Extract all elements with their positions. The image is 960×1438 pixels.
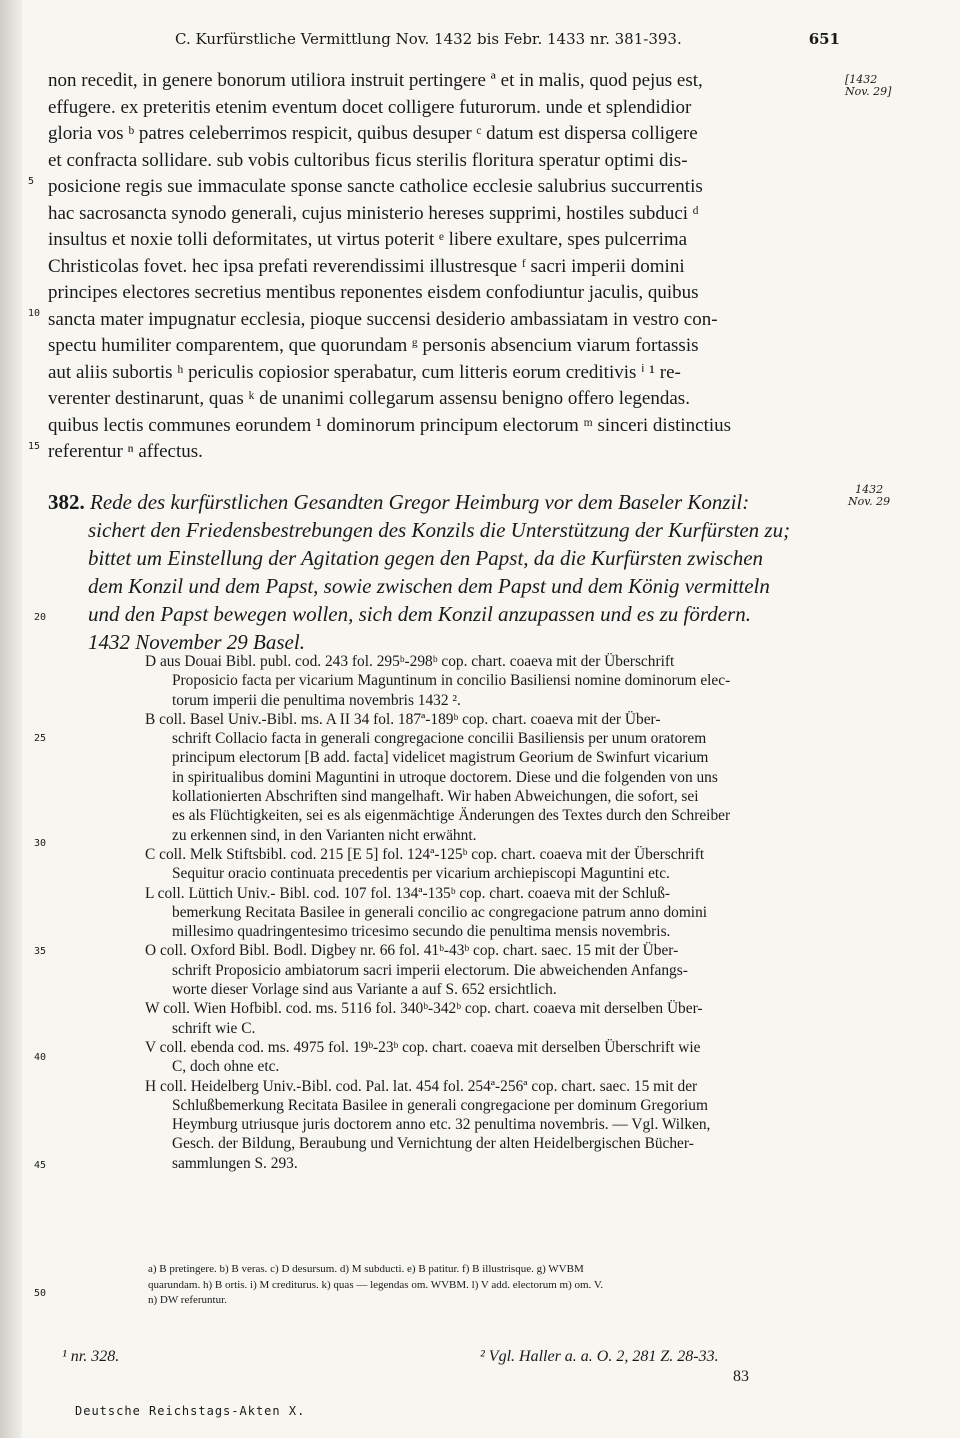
text-line: aut aliis subortis ʰ periculis copiosior sperabatur, cum litteris eorum creditivis ⁱ ¹ re- bbox=[48, 361, 681, 383]
source-line: principum electorum [B add. facta] videlicet magistrum Georium de Swinfurt vicarium bbox=[172, 749, 709, 767]
line-number: 30 bbox=[34, 838, 47, 849]
signature-number: 83 bbox=[733, 1368, 749, 1385]
text-line: sancta mater impugnatur ecclesia, pioque succensi desiderio ambassiatam in vestro con- bbox=[48, 308, 718, 330]
source-line: kollationierten Abschriften sind mangelhaft. Wir haben Abweichungen, die sofort, sei bbox=[172, 788, 699, 806]
source-line: C coll. Melk Stiftsbibl. cod. 215 [E 5] fol. 124ª-125ᵇ cop. chart. coaeva mit der Überschrift bbox=[145, 845, 705, 863]
source-line: Sequitur oracio continuata precedentis per vicarium archiepiscopi Maguntini etc. bbox=[172, 865, 670, 883]
line-number: 20 bbox=[34, 612, 47, 623]
line-number: 25 bbox=[34, 733, 47, 744]
section-number: 382. bbox=[48, 490, 85, 514]
line-number: 35 bbox=[34, 946, 47, 957]
source-line: D aus Douai Bibl. publ. cod. 243 fol. 295ᵇ-298ᵇ cop. chart. coaeva mit der Überschrift bbox=[145, 653, 675, 670]
source-line: Proposicio facta per vicarium Maguntinum in concilio Basiliensi nomine dominorum elec- bbox=[172, 672, 731, 690]
line-number: 10 bbox=[28, 308, 41, 319]
source-line: schrift wie C. bbox=[172, 1019, 256, 1037]
source-line: Gesch. der Bildung, Beraubung und Vernichtung der alten Heidelbergischen Bücher- bbox=[172, 1135, 694, 1153]
line-number: 45 bbox=[34, 1160, 47, 1171]
margin-note-line: 1432 bbox=[855, 483, 884, 496]
source-line: sammlungen S. 293. bbox=[172, 1154, 298, 1172]
variant-notes bbox=[148, 1262, 848, 1309]
text-line: hac sacrosancta synodo generali, cujus ministerio hereses supprimi, hostiles subduci ᵈ bbox=[48, 202, 699, 224]
source-line: O coll. Oxford Bibl. Bodl. Digbey nr. 66 fol. 41ᵇ-43ᵇ cop. chart. saec. 15 mit der Über- bbox=[145, 942, 679, 960]
text-line: effugere. ex preteritis etenim eventum docet colligere futurorum. unde et splendidior bbox=[48, 96, 692, 118]
text-line: spectu humiliter comparentem, que quorundam ᵍ personis absencium viarum fortassis bbox=[48, 335, 699, 356]
note-line: quarundam. h) B ortis. i) M crediturus. k) quas — legendas om. WVBM. l) V add. electorum m) om. V. bbox=[148, 1278, 604, 1291]
footnote-2: ² Vgl. Haller a. a. O. 2, 281 Z. 28-33. bbox=[480, 1348, 719, 1365]
header-title: C. Kurfürstliche Vermittlung Nov. 1432 bis Febr. 1433 nr. 381-393. bbox=[175, 30, 682, 48]
source-line: H coll. Heidelberg Univ.-Bibl. cod. Pal. lat. 454 fol. 254ª-256ª cop. chart. saec. 15 mit der bbox=[145, 1077, 698, 1095]
margin-note-line: Nov. 29] bbox=[845, 85, 892, 98]
source-line: torum imperii die penultima novembris 1432 ². bbox=[172, 691, 461, 709]
source-line: zu erkennen sind, in den Varianten nicht erwähnt. bbox=[172, 826, 477, 844]
sources-list bbox=[145, 652, 845, 1173]
line-number: 50 bbox=[34, 1288, 47, 1299]
source-line: schrift Proposicio ambiatorum sacri imperii electorum. Die abweichenden Anfangs- bbox=[172, 961, 688, 979]
running-footer: Deutsche Reichstags-Akten X. bbox=[75, 1404, 306, 1418]
text-line: principes electores secretius mentibus reponentes eisdem confodiuntur jaculis, quibus bbox=[48, 282, 699, 303]
title-line: und den Papst bewegen wollen, sich dem Konzil anzupassen und es zu fördern. bbox=[88, 602, 752, 626]
title-line: sichert den Friedensbestrebungen des Konzils die Unterstützung der Kurfürsten zu; bbox=[88, 518, 791, 542]
margin-note-date bbox=[845, 74, 891, 98]
source-line: millesimo quadringentesimo tricesimo secundo die penultima mensis novembris. bbox=[172, 923, 671, 941]
source-line: C, doch ohne etc. bbox=[172, 1058, 280, 1076]
page-number: 651 bbox=[808, 30, 840, 48]
source-line: B coll. Basel Univ.-Bibl. ms. A II 34 fol. 187ª-189ᵇ cop. chart. coaeva mit der Über- bbox=[145, 710, 661, 728]
source-line: in spiritualibus domini Maguntini in utroque doctorem. Diese und die folgenden von uns bbox=[172, 768, 718, 786]
text-line: gloria vos ᵇ patres celeberrimos respicit, quibus desuper ᶜ datum est dispersa colligere bbox=[48, 123, 698, 144]
text-line: verenter destinarunt, quas ᵏ de unanimi collegarum assensu benigno offero legendas. bbox=[48, 388, 690, 409]
note-line: n) DW referuntur. bbox=[148, 1294, 227, 1306]
source-line: worte dieser Vorlage sind aus Variante a auf S. 652 ersichtlich. bbox=[172, 981, 557, 999]
source-line: Heymburg utriusque juris doctorem anno etc. 32 penultima novembris. — Vgl. Wilken, bbox=[172, 1116, 711, 1134]
line-number: 40 bbox=[34, 1052, 47, 1063]
line-number: 15 bbox=[28, 441, 41, 452]
text-line: quibus lectis communes eorundem ¹ dominorum principum electorum ᵐ sinceri distinctius bbox=[48, 414, 732, 436]
source-line: W coll. Wien Hofbibl. cod. ms. 5116 fol. 340ᵇ-342ᵇ cop. chart. coaeva mit derselben Über- bbox=[145, 1000, 703, 1018]
text-line: referentur ⁿ affectus. bbox=[48, 441, 203, 462]
source-line: Schlußbemerkung Recitata Basilee in generali congregacione per dominum Gregorium bbox=[172, 1096, 708, 1114]
source-line: L coll. Lüttich Univ.- Bibl. cod. 107 fol. 134ª-135ᵇ cop. chart. coaeva mit der Schluß- bbox=[145, 884, 671, 902]
main-text bbox=[28, 68, 838, 466]
footnote-1: ¹ nr. 328. bbox=[62, 1348, 120, 1365]
title-line: dem Konzil und dem Papst, sowie zwischen dem Papst und dem König vermitteln bbox=[88, 574, 770, 598]
section-382-title bbox=[48, 488, 843, 656]
text-line: insultus et noxie tolli deformitates, ut virtus poterit ᵉ libere exultare, spes pulcerrima bbox=[48, 229, 688, 250]
text-line: non recedit, in genere bonorum utiliora instruit pertingere ª et in malis, quod pejus est, bbox=[48, 70, 703, 91]
source-line: schrift Collacio facta in generali congregacione concilii Basiliensis per unum oratorem bbox=[172, 730, 707, 748]
line-number: 5 bbox=[28, 176, 35, 187]
margin-note-section bbox=[848, 484, 890, 508]
page-gutter-shadow bbox=[0, 0, 22, 1438]
note-line: a) B pretingere. b) B veras. c) D desursum. d) M subducti. e) B patitur. f) B illustrisque. g) WVBM bbox=[148, 1263, 584, 1275]
title-line: 1432 November 29 Basel. bbox=[88, 630, 305, 654]
margin-note-line: [1432 bbox=[845, 73, 878, 86]
margin-note-line: Nov. 29 bbox=[848, 495, 891, 508]
source-line: V coll. ebenda cod. ms. 4975 fol. 19ᵇ-23ᵇ cop. chart. coaeva mit derselben Überschrift wie bbox=[145, 1038, 701, 1056]
title-line: Rede des kurfürstlichen Gesandten Gregor Heimburg vor dem Baseler Konzil: bbox=[90, 490, 750, 514]
text-line: Christicolas fovet. hec ipsa prefati reverendissimi illustresque ᶠ sacri imperii domini bbox=[48, 255, 685, 277]
source-line: es als Flüchtigkeiten, sei es als eigenmächtige Änderungen des Textes durch den Schreiber bbox=[172, 807, 731, 825]
text-line: posicione regis sue immaculate sponse sancte catholice ecclesie salubrius succurrentis bbox=[48, 176, 703, 197]
title-line: bittet um Einstellung der Agitation gegen den Papst, da die Kurfürsten zwischen bbox=[88, 546, 764, 570]
text-line: et confracta sollidare. sub vobis cultoribus ficus sterilis floritura speratur optimi dis- bbox=[48, 149, 688, 171]
source-line: bemerkung Recitata Basilee in generali concilio ac congregacione patrum anno domini bbox=[172, 903, 708, 921]
